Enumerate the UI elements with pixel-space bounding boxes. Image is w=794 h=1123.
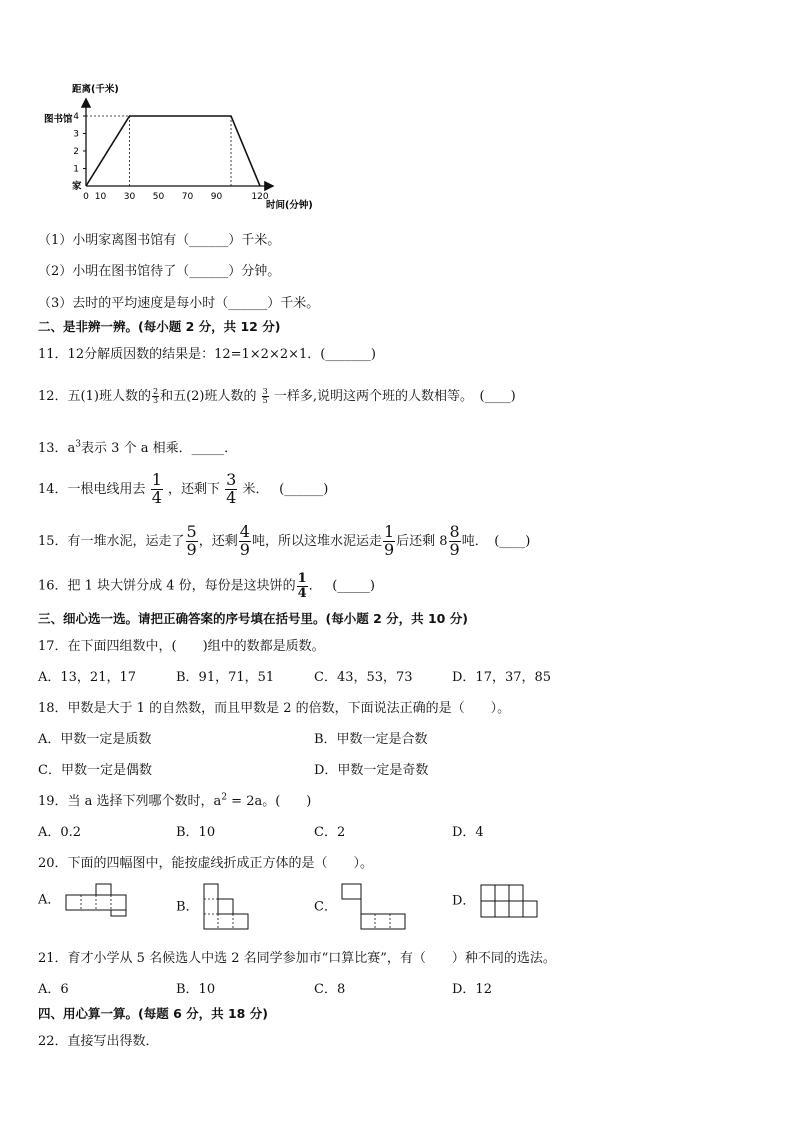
subq-2: （2）小明在图书馆待了（______）分钟。 — [38, 264, 281, 279]
q11: 11．12分解质因数的结果是：12=1×2×2×1．(_______) — [38, 347, 376, 362]
q19-stem: 19．当 a 选择下列哪个数时，$a^2 = 2a$。( ) — [38, 792, 312, 809]
q21-option-c: C．8 — [314, 982, 346, 997]
home-label: 家 — [72, 181, 82, 192]
fraction: $\frac{4}{9}$ — [239, 522, 250, 559]
section-4-heading: 四、用心算一算。(每题 6 分，共 18 分) — [38, 1006, 268, 1021]
q19-option-b: B．10 — [176, 825, 216, 840]
q17-option-c: C．43，53，73 — [314, 670, 413, 685]
subq-1: （1）小明家离图书馆有（______）千米。 — [38, 233, 281, 248]
q20-option-b: B． — [176, 883, 251, 931]
fraction: $\frac{3}{4}$ — [226, 470, 237, 507]
q15: 15．有一堆水泥，运走了 $\frac{5}{9}$ ，还剩 $\frac{4}{9}$ 吨，所以这堆水泥运走 $\frac{1}{9}$ 后还剩 8 $\frac{8}{9}$ 吨． (____) — [38, 522, 531, 559]
library-label: 图书馆 — [44, 114, 73, 125]
q22: 22．直接写出得数． — [38, 1034, 159, 1049]
q19-option-a: A．0.2 — [38, 825, 82, 840]
x-tick-label: 30 — [123, 192, 136, 202]
y-tick-label: 3 — [73, 129, 79, 140]
x-tick-label: 10 — [94, 192, 107, 202]
q12: 12．五(1)班人数的 $\frac{2}{3}$ 和五(2)班人数的 $\frac{3}{5}$ 一样多,说明这两个班的人数相等。 (____) — [38, 386, 516, 405]
q21-option-a: A．6 — [38, 982, 69, 997]
fraction: $\frac{2}{3}$ — [152, 386, 159, 405]
q20-stem: 20．下面的四幅图中，能按虚线折成正方体的是（ ）。 — [38, 856, 374, 871]
fraction: $\frac{1}{4}$ — [151, 470, 162, 507]
fraction: $\frac{1}{9}$ — [383, 522, 395, 559]
series-line — [86, 116, 260, 186]
q17-stem: 17．在下面四组数中，( )组中的数都是质数。 — [38, 639, 325, 654]
q18-option-d: D．甲数一定是奇数 — [314, 763, 429, 778]
x-tick-label: 0 — [83, 192, 89, 202]
y-tick-label: 1 — [73, 164, 79, 175]
x-tick-label: 120 — [251, 192, 269, 202]
y-tick-label: 2 — [73, 147, 79, 157]
section-2-heading: 二、是非辨一辨。(每小题 2 分，共 12 分) — [38, 319, 281, 334]
section-3-heading: 三、细心选一选。请把正确答案的序号填在括号里。(每小题 2 分，共 10 分) — [38, 611, 468, 626]
fraction: $\frac{5}{9}$ — [186, 522, 197, 559]
q21-option-d: D．12 — [452, 982, 492, 997]
q21-stem: 21．育才小学从 5 名候选人中选 2 名同学参加市“口算比赛”，有（ ）种不同的选法。 — [38, 951, 556, 966]
distance-time-graph — [40, 78, 330, 218]
cube-net-d — [480, 883, 540, 919]
fraction: $\frac{1}{4}$ — [297, 571, 307, 601]
q16: 16．把 1 块大饼分成 4 份，每份是这块饼的 $\frac{1}{4}$ ． (_____) — [38, 571, 375, 601]
q14: 14．一根电线用去 $\frac{1}{4}$ ，还剩下 $\frac{3}{4}$ 米． (______) — [38, 470, 329, 507]
x-axis-label: 时间(分钟) — [266, 200, 313, 211]
q20-option-c: C． — [314, 883, 407, 931]
q18-option-b: B．甲数一定是合数 — [314, 732, 428, 747]
q18-option-a: A．甲数一定是质数 — [38, 732, 152, 747]
q17-option-b: B．91，71，51 — [176, 670, 275, 685]
q13: 13．$a^3$表示 3 个 a 相乘．_____． — [38, 439, 238, 456]
q21-option-b: B．10 — [176, 982, 216, 997]
x-tick-label: 90 — [210, 192, 223, 202]
q17-option-d: D．17，37，85 — [452, 670, 552, 685]
y-tick-label: 4 — [73, 112, 79, 122]
cube-net-c — [341, 883, 407, 931]
q18-stem: 18．甲数是大于 1 的自然数，而且甲数是 2 的倍数，下面说法正确的是（ ）。 — [38, 701, 511, 716]
cube-net-b — [203, 883, 251, 931]
y-axis-label: 距离(千米) — [72, 84, 119, 95]
q20-option-a: A． — [38, 883, 129, 917]
q17-option-a: A．13，21，17 — [38, 670, 137, 685]
x-tick-label: 70 — [181, 192, 194, 202]
x-tick-label: 50 — [152, 192, 165, 202]
fraction: $\frac{8}{9}$ — [449, 522, 460, 559]
q18-option-c: C．甲数一定是偶数 — [38, 763, 152, 778]
subq-3: （3）去时的平均速度是每小时（______）千米。 — [38, 296, 320, 311]
q20-option-d: D． — [452, 883, 540, 919]
q19-option-c: C．2 — [314, 825, 346, 840]
fraction: $\frac{3}{5}$ — [262, 386, 268, 405]
q19-option-d: D．4 — [452, 825, 484, 840]
cube-net-a — [65, 883, 129, 917]
